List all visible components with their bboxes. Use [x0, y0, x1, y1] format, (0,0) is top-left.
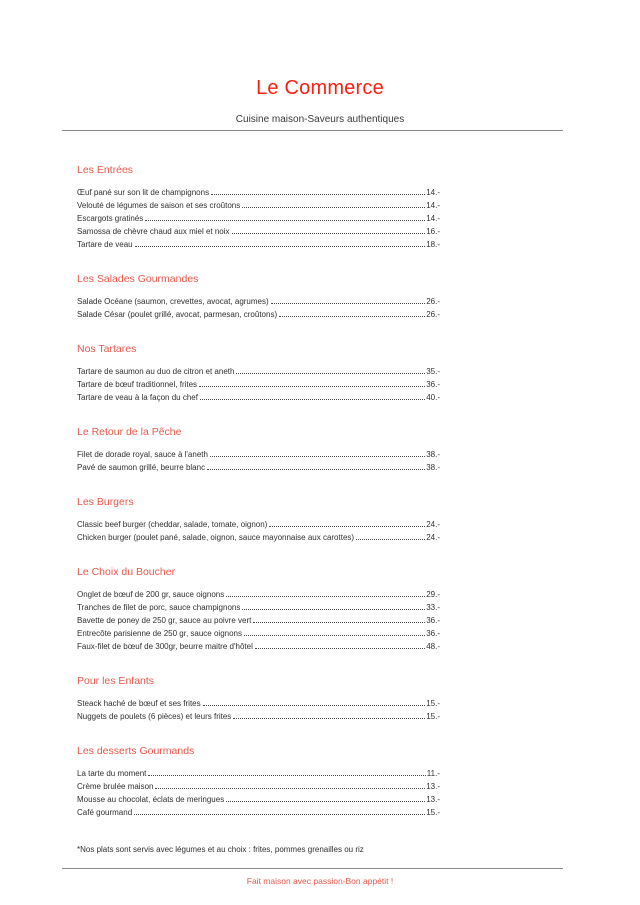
- menu-item-name: Steack haché de bœuf et ses frites: [77, 699, 201, 708]
- dot-leader: [145, 220, 425, 221]
- menu-item-price: 35.-: [426, 367, 440, 376]
- footer-divider: [62, 868, 563, 869]
- dot-leader: [199, 386, 425, 387]
- header-divider: [62, 130, 563, 131]
- menu-item-name: Tartare de veau à la façon du chef: [77, 393, 198, 402]
- menu-item-price: 36.-: [426, 629, 440, 638]
- menu-item-name: Nuggets de poulets (6 pièces) et leurs frites: [77, 712, 232, 721]
- menu-footer: [0, 843, 640, 888]
- dot-leader: [271, 303, 426, 304]
- section-title: Les desserts Gourmands: [77, 745, 195, 757]
- dot-leader: [226, 801, 425, 802]
- dot-leader: [200, 399, 425, 400]
- menu-item-name: Escargots gratinés: [77, 214, 144, 223]
- menu-item-row: [77, 710, 440, 723]
- menu-item-name: Bavette de poney de 250 gr, sauce au poivre vert: [77, 616, 252, 625]
- menu-item-price: 38.-: [426, 450, 440, 459]
- dot-leader: [269, 526, 425, 527]
- menu-section: [77, 272, 440, 321]
- menu-section: [77, 674, 440, 723]
- menu-item-row: [77, 378, 440, 391]
- section-title: Le Retour de la Pêche: [77, 426, 182, 438]
- section-items: [77, 295, 440, 321]
- menu-item-name: Œuf pané sur son lit de champignons: [77, 188, 210, 197]
- menu-item-price: 40.-: [426, 393, 440, 402]
- menu-item-price: 26.-: [426, 297, 440, 306]
- menu-header: [0, 0, 640, 131]
- dot-leader: [244, 635, 425, 636]
- menu-item-name: Velouté de légumes de saison et ses croûtons: [77, 201, 241, 210]
- dot-leader: [135, 246, 426, 247]
- menu-item-price: 11.-: [426, 769, 440, 778]
- dot-leader: [148, 775, 425, 776]
- menu-item-price: 13.-: [426, 782, 440, 791]
- dot-leader: [236, 373, 425, 374]
- dot-leader: [226, 596, 425, 597]
- section-title: Les Burgers: [77, 496, 134, 508]
- dot-leader: [134, 814, 425, 815]
- restaurant-tagline: Cuisine maison-Saveurs authentiques: [235, 114, 405, 125]
- menu-item-row: [77, 391, 440, 404]
- menu-item-name: Tartare de bœuf traditionnel, frites: [77, 380, 198, 389]
- dot-leader: [242, 609, 425, 610]
- menu-section: [77, 495, 440, 544]
- menu-item-row: [77, 614, 440, 627]
- menu-item-price: 48.-: [426, 642, 440, 651]
- menu-section: [77, 744, 440, 819]
- menu-item-name: Tranches de filet de porc, sauce champignons: [77, 603, 241, 612]
- menu-item-row: [77, 518, 440, 531]
- menu-item-price: 24.-: [426, 520, 440, 529]
- menu-item-price: 26.-: [426, 310, 440, 319]
- menu-section: [77, 565, 440, 653]
- menu-item-name: Pavé de saumon grillé, beurre blanc: [77, 463, 206, 472]
- menu-section: [77, 342, 440, 404]
- menu-item-row: [77, 448, 440, 461]
- serving-note: *Nos plats sont servis avec légumes et au choix : frites, pommes grenailles ou riz: [77, 845, 364, 854]
- menu-item-price: 13.-: [426, 795, 440, 804]
- menu-item-name: Salade César (poulet grillé, avocat, parmesan, croûtons): [77, 310, 278, 319]
- menu-item-row: [77, 199, 440, 212]
- menu-item-name: Salade Océane (saumon, crevettes, avocat, agrumes): [77, 297, 269, 306]
- menu-item-row: [77, 238, 440, 251]
- dot-leader: [232, 233, 426, 234]
- menu-section: [77, 163, 440, 251]
- menu-item-name: Classic beef burger (cheddar, salade, tomate, oignon): [77, 520, 268, 529]
- restaurant-name: Le Commerce: [256, 77, 384, 99]
- menu-item-name: Faux-filet de bœuf de 300gr, beurre maitre d'hôtel: [77, 642, 253, 651]
- menu-item-price: 18.-: [426, 240, 440, 249]
- menu-item-name: Entrecôte parisienne de 250 gr, sauce oignons: [77, 629, 243, 638]
- section-items: [77, 365, 440, 404]
- menu-item-price: 16.-: [426, 227, 440, 236]
- menu-item-price: 15.-: [426, 808, 440, 817]
- section-items: [77, 697, 440, 723]
- menu-item-row: [77, 461, 440, 474]
- menu-item-name: Samossa de chèvre chaud aux miel et noix: [77, 227, 230, 236]
- section-title: Le Choix du Boucher: [77, 566, 176, 578]
- menu-item-price: 36.-: [426, 616, 440, 625]
- menu-item-row: [77, 601, 440, 614]
- section-title: Pour les Enfants: [77, 675, 155, 687]
- menu-item-row: [77, 588, 440, 601]
- menu-item-name: Tartare de saumon au duo de citron et aneth: [77, 367, 235, 376]
- menu-item-row: [77, 212, 440, 225]
- section-title: Nos Tartares: [77, 343, 137, 355]
- menu-item-price: 14.-: [426, 201, 440, 210]
- menu-item-row: [77, 627, 440, 640]
- menu-item-row: [77, 186, 440, 199]
- menu-item-row: [77, 365, 440, 378]
- menu-sections: [77, 163, 440, 819]
- section-items: [77, 767, 440, 819]
- menu-item-name: La tarte du moment: [77, 769, 147, 778]
- menu-item-row: [77, 295, 440, 308]
- menu-item-row: [77, 806, 440, 819]
- dot-leader: [210, 456, 425, 457]
- dot-leader: [356, 539, 425, 540]
- menu-item-name: Crème brulée maison: [77, 782, 154, 791]
- menu-item-row: [77, 225, 440, 238]
- closing-message: Fait maison avec passion-Bon appétit !: [246, 876, 394, 886]
- menu-item-row: [77, 640, 440, 653]
- menu-item-name: Mousse au chocolat, éclats de meringues: [77, 795, 225, 804]
- menu-item-price: 33.-: [426, 603, 440, 612]
- dot-leader: [203, 705, 426, 706]
- menu-item-price: 15.-: [426, 699, 440, 708]
- dot-leader: [255, 648, 425, 649]
- menu-item-row: [77, 780, 440, 793]
- menu-item-row: [77, 767, 440, 780]
- dot-leader: [155, 788, 425, 789]
- dot-leader: [279, 316, 425, 317]
- menu-item-name: Filet de dorade royal, sauce à l'aneth: [77, 450, 208, 459]
- menu-item-price: 15.-: [426, 712, 440, 721]
- menu-item-row: [77, 531, 440, 544]
- menu-item-name: Chicken burger (poulet pané, salade, oignon, sauce mayonnaise aux carottes): [77, 533, 355, 542]
- dot-leader: [233, 718, 425, 719]
- menu-item-row: [77, 697, 440, 710]
- section-items: [77, 588, 440, 653]
- section-items: [77, 518, 440, 544]
- dot-leader: [253, 622, 425, 623]
- section-items: [77, 448, 440, 474]
- menu-item-row: [77, 793, 440, 806]
- menu-item-price: 24.-: [426, 533, 440, 542]
- menu-item-price: 14.-: [426, 188, 440, 197]
- dot-leader: [242, 207, 425, 208]
- menu-item-name: Tartare de veau: [77, 240, 133, 249]
- section-items: [77, 186, 440, 251]
- menu-item-row: [77, 308, 440, 321]
- dot-leader: [207, 469, 425, 470]
- menu-item-name: Café gourmand: [77, 808, 133, 817]
- menu-item-price: 38.-: [426, 463, 440, 472]
- menu-section: [77, 425, 440, 474]
- menu-item-price: 36.-: [426, 380, 440, 389]
- section-title: Les Entrées: [77, 164, 134, 176]
- section-title: Les Salades Gourmandes: [77, 273, 199, 285]
- dot-leader: [211, 194, 425, 195]
- menu-item-price: 14.-: [426, 214, 440, 223]
- menu-item-name: Onglet de bœuf de 200 gr, sauce oignons: [77, 590, 225, 599]
- menu-item-price: 29.-: [426, 590, 440, 599]
